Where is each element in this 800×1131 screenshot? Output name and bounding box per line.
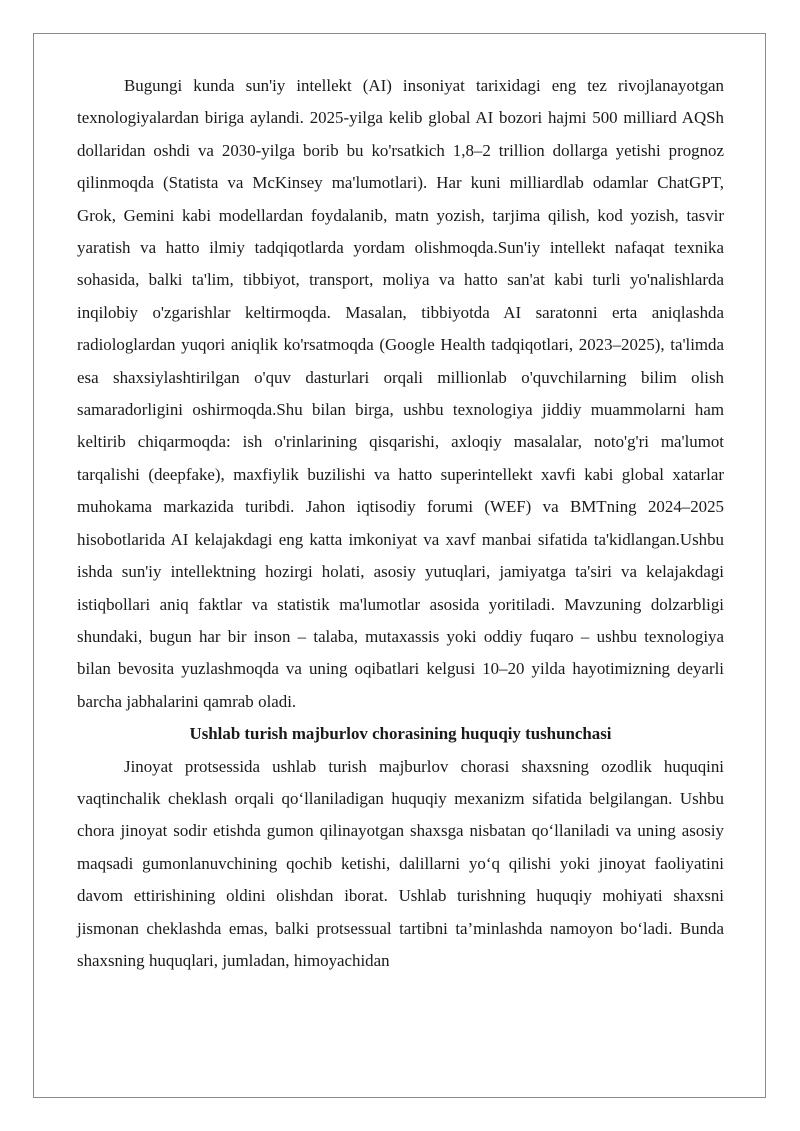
document-body (77, 70, 724, 977)
section-paragraph: Jinoyat protsessida ushlab turish majburlov chorasi shaxsning ozodlik huquqini vaqtinchalik cheklash orqali qo‘llaniladigan huquqiy mexanizm sifatida belgilangan. Ushbu chora jinoyat sodir etishda gumon qilinayotgan shaxsga nisbatan qo‘llaniladi va uning asosiy maqsadi gumonlanuvchining qochib ketishi, dalillarni yo‘q qilishi yoki jinoyat faoliyatini davom ettirishining oldini olishdan iborat. Ushlab turishning huquqiy mohiyati shaxsni jismonan cheklashda emas, balki protsessual tartibni ta’minlashda namoyon bo‘ladi. Bunda shaxsning huquqlari, jumladan, himoyachidan (77, 756, 724, 970)
intro-paragraph: Bugungi kunda sun'iy intellekt (AI) insoniyat tarixidagi eng tez rivojlanayotgan texnologiyalardan biriga aylandi. 2025-yilga kelib global AI bozori hajmi 500 milliard AQSh dollaridan oshdi va 2030-yilga borib bu ko'rsatkich 1,8–2 trillion dollarga yetishi prognoz qilinmoqda (Statista va McKinsey ma'lumotlari). Har kuni milliardlab odamlar ChatGPT, Grok, Gemini kabi modellardan foydalanib, matn yozish, tarjima qilish, kod yozish, tasvir yaratish va hatto ilmiy tadqiqotlarda yordam olishmoqda.Sun'iy intellekt nafaqat texnika sohasida, balki ta'lim, tibbiyot, transport, moliya va hatto san'at kabi turli yo'nalishlarda inqilobiy o'zgarishlar keltirmoqda. Masalan, tibbiyotda AI saratonni erta aniqlashda radiologlardan yuqori aniqlik ko'rsatmoqda (Google Health tadqiqotlari, 2023–2025), ta'limda esa shaxsiylashtirilgan o'quv dasturlari orqali millionlab o'quvchilarning bilim olish samaradorligini oshirmoqda.Shu bilan birga, ushbu texnologiya jiddiy muammolarni ham keltirib chiqarmoqda: ish o'rinlarining qisqarishi, axloqiy masalalar, noto'g'ri ma'lumot tarqalishi (deepfake), maxfiylik buzilishi va hatto superintellekt xavfi kabi global xatarlar muhokama markazida turibdi. Jahon iqtisodiy forumi (WEF) va BMTning 2024–2025 hisobotlarida AI kelajakdagi eng katta imkoniyat va xavf manbai sifatida ta'kidlangan.Ushbu ishda sun'iy intellektning hozirgi holati, asosiy yutuqlari, jamiyatga ta'siri va kelajakdagi istiqbollari aniq faktlar va statistik ma'lumotlar asosida yoritiladi. Mavzuning dolzarbligi shundaki, bugun har bir inson – talaba, mutaxassis yoki oddiy fuqaro – ushbu texnologiya bilan bevosita yuzlashmoqda va uning oqibatlari kelgusi 10–20 yilda hayotimizning deyarli barcha jabhalarini qamrab oladi. (77, 76, 724, 711)
section-heading: Ushlab turish majburlov chorasining huquqiy tushunchasi (189, 724, 612, 744)
